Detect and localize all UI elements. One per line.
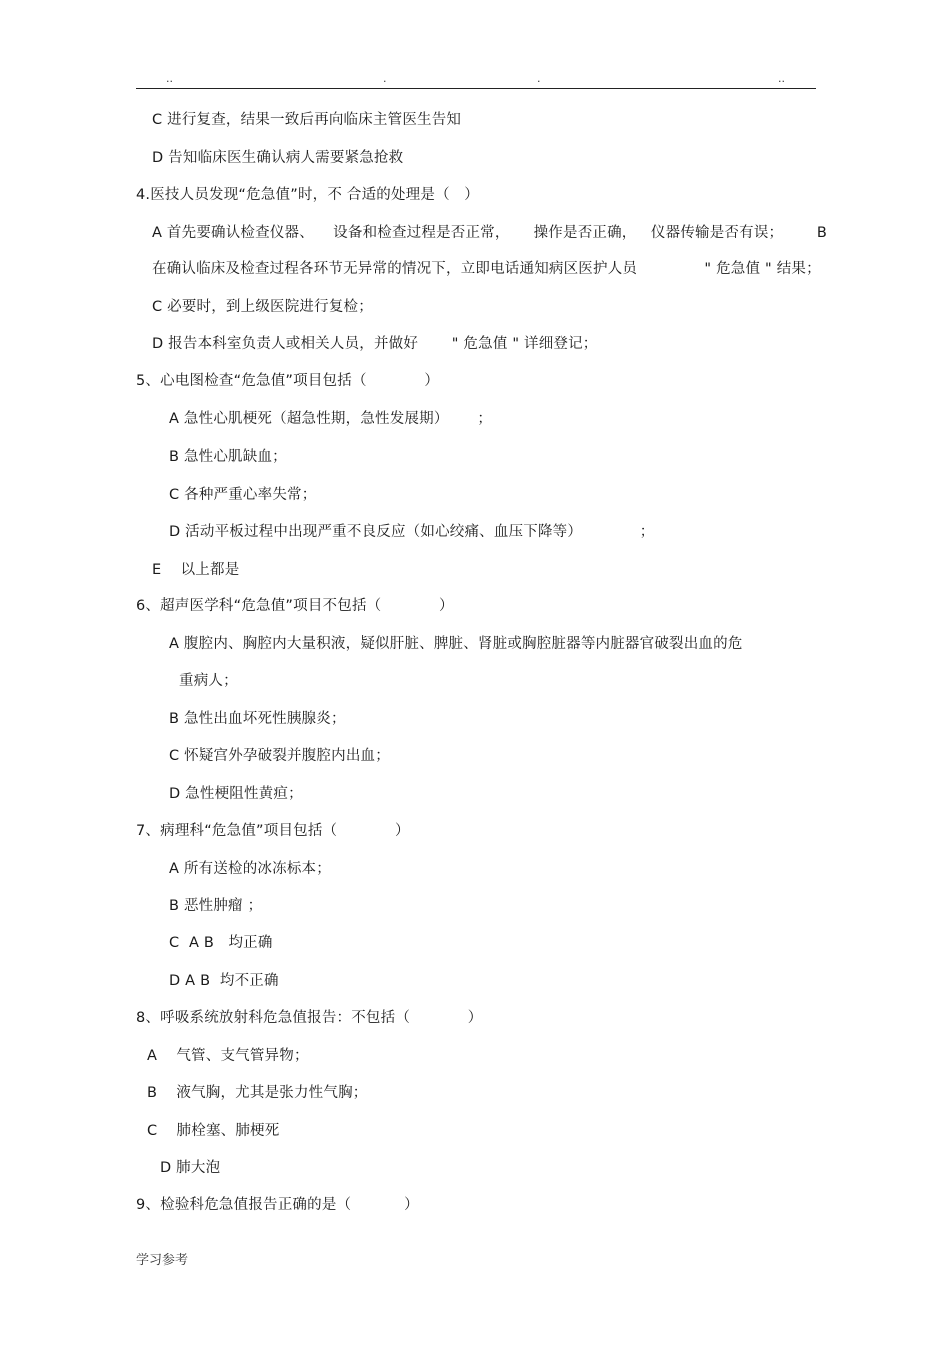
header-mark: . — [537, 72, 541, 85]
header-mark: . — [383, 72, 387, 85]
option-b: B 液气胸，尤其是张力性气胸； — [147, 1085, 368, 1101]
option-a: A 首先要确认检查仪器、 设备和检查过程是否正常， 操作是否正确， 仪器传输是否有误； B — [152, 225, 828, 241]
option-a: A 腹腔内、胸腔内大量积液，疑似肝脏、脾脏、肾脏或胸腔脏器等内脏器官破裂出血的危 — [169, 636, 743, 652]
option-a: A 气管、支气管异物； — [147, 1048, 309, 1064]
option-a: A 急性心肌梗死（超急性期，急性发展期） ； — [169, 411, 493, 427]
option-c: C 进行复查，结果一致后再向临床主管医生告知 — [152, 112, 462, 128]
option-d: D 活动平板过程中出现严重不良反应（如心绞痛、血压下降等） ； — [169, 524, 655, 540]
option-a: A 所有送检的冰冻标本； — [169, 861, 331, 877]
question-5: 5、心电图检查“危急值”项目包括（ ） — [136, 373, 440, 389]
header-mark: .. — [778, 72, 785, 85]
option-d: D 肺大泡 — [160, 1160, 221, 1176]
option-c: C A B 均正确 — [169, 935, 273, 951]
option-b: 在确认临床及检查过程各环节无异常的情况下，立即电话通知病区医护人员 " 危急值 " 结果； — [152, 261, 821, 277]
option-e: E 以上都是 — [152, 562, 240, 578]
option-b: B 恶性肿瘤 ； — [169, 898, 263, 914]
option-d: D 告知临床医生确认病人需要紧急抢救 — [152, 150, 404, 166]
question-7: 7、病理科“危急值”项目包括（ ） — [136, 823, 410, 839]
option-d: D 急性梗阻性黄疸； — [169, 786, 303, 802]
footer-text: 学习参考 — [136, 1253, 189, 1268]
option-a-continued: 重病人； — [179, 673, 238, 689]
option-c: C 怀疑宫外孕破裂并腹腔内出血； — [169, 748, 390, 764]
option-d: D A B 均不正确 — [169, 973, 279, 989]
header-mark: .. — [166, 72, 173, 85]
header-rule — [136, 88, 816, 89]
option-c: C 必要时，到上级医院进行复检； — [152, 299, 373, 315]
option-d: D 报告本科室负责人或相关人员，并做好 " 危急值 " 详细登记； — [152, 336, 598, 352]
option-b: B 急性心肌缺血； — [169, 449, 287, 465]
option-c: C 肺栓塞、肺梗死 — [147, 1123, 280, 1139]
option-c: C 各种严重心率失常； — [169, 487, 317, 503]
question-6: 6、超声医学科“危急值”项目不包括（ ） — [136, 598, 454, 614]
question-9: 9、检验科危急值报告正确的是（ ） — [136, 1197, 419, 1213]
option-b: B 急性出血坏死性胰腺炎； — [169, 711, 346, 727]
question-8: 8、呼吸系统放射科危急值报告：不包括（ ） — [136, 1010, 483, 1026]
question-4: 4.医技人员发现“危急值”时，不 合适的处理是（ ） — [136, 187, 479, 203]
